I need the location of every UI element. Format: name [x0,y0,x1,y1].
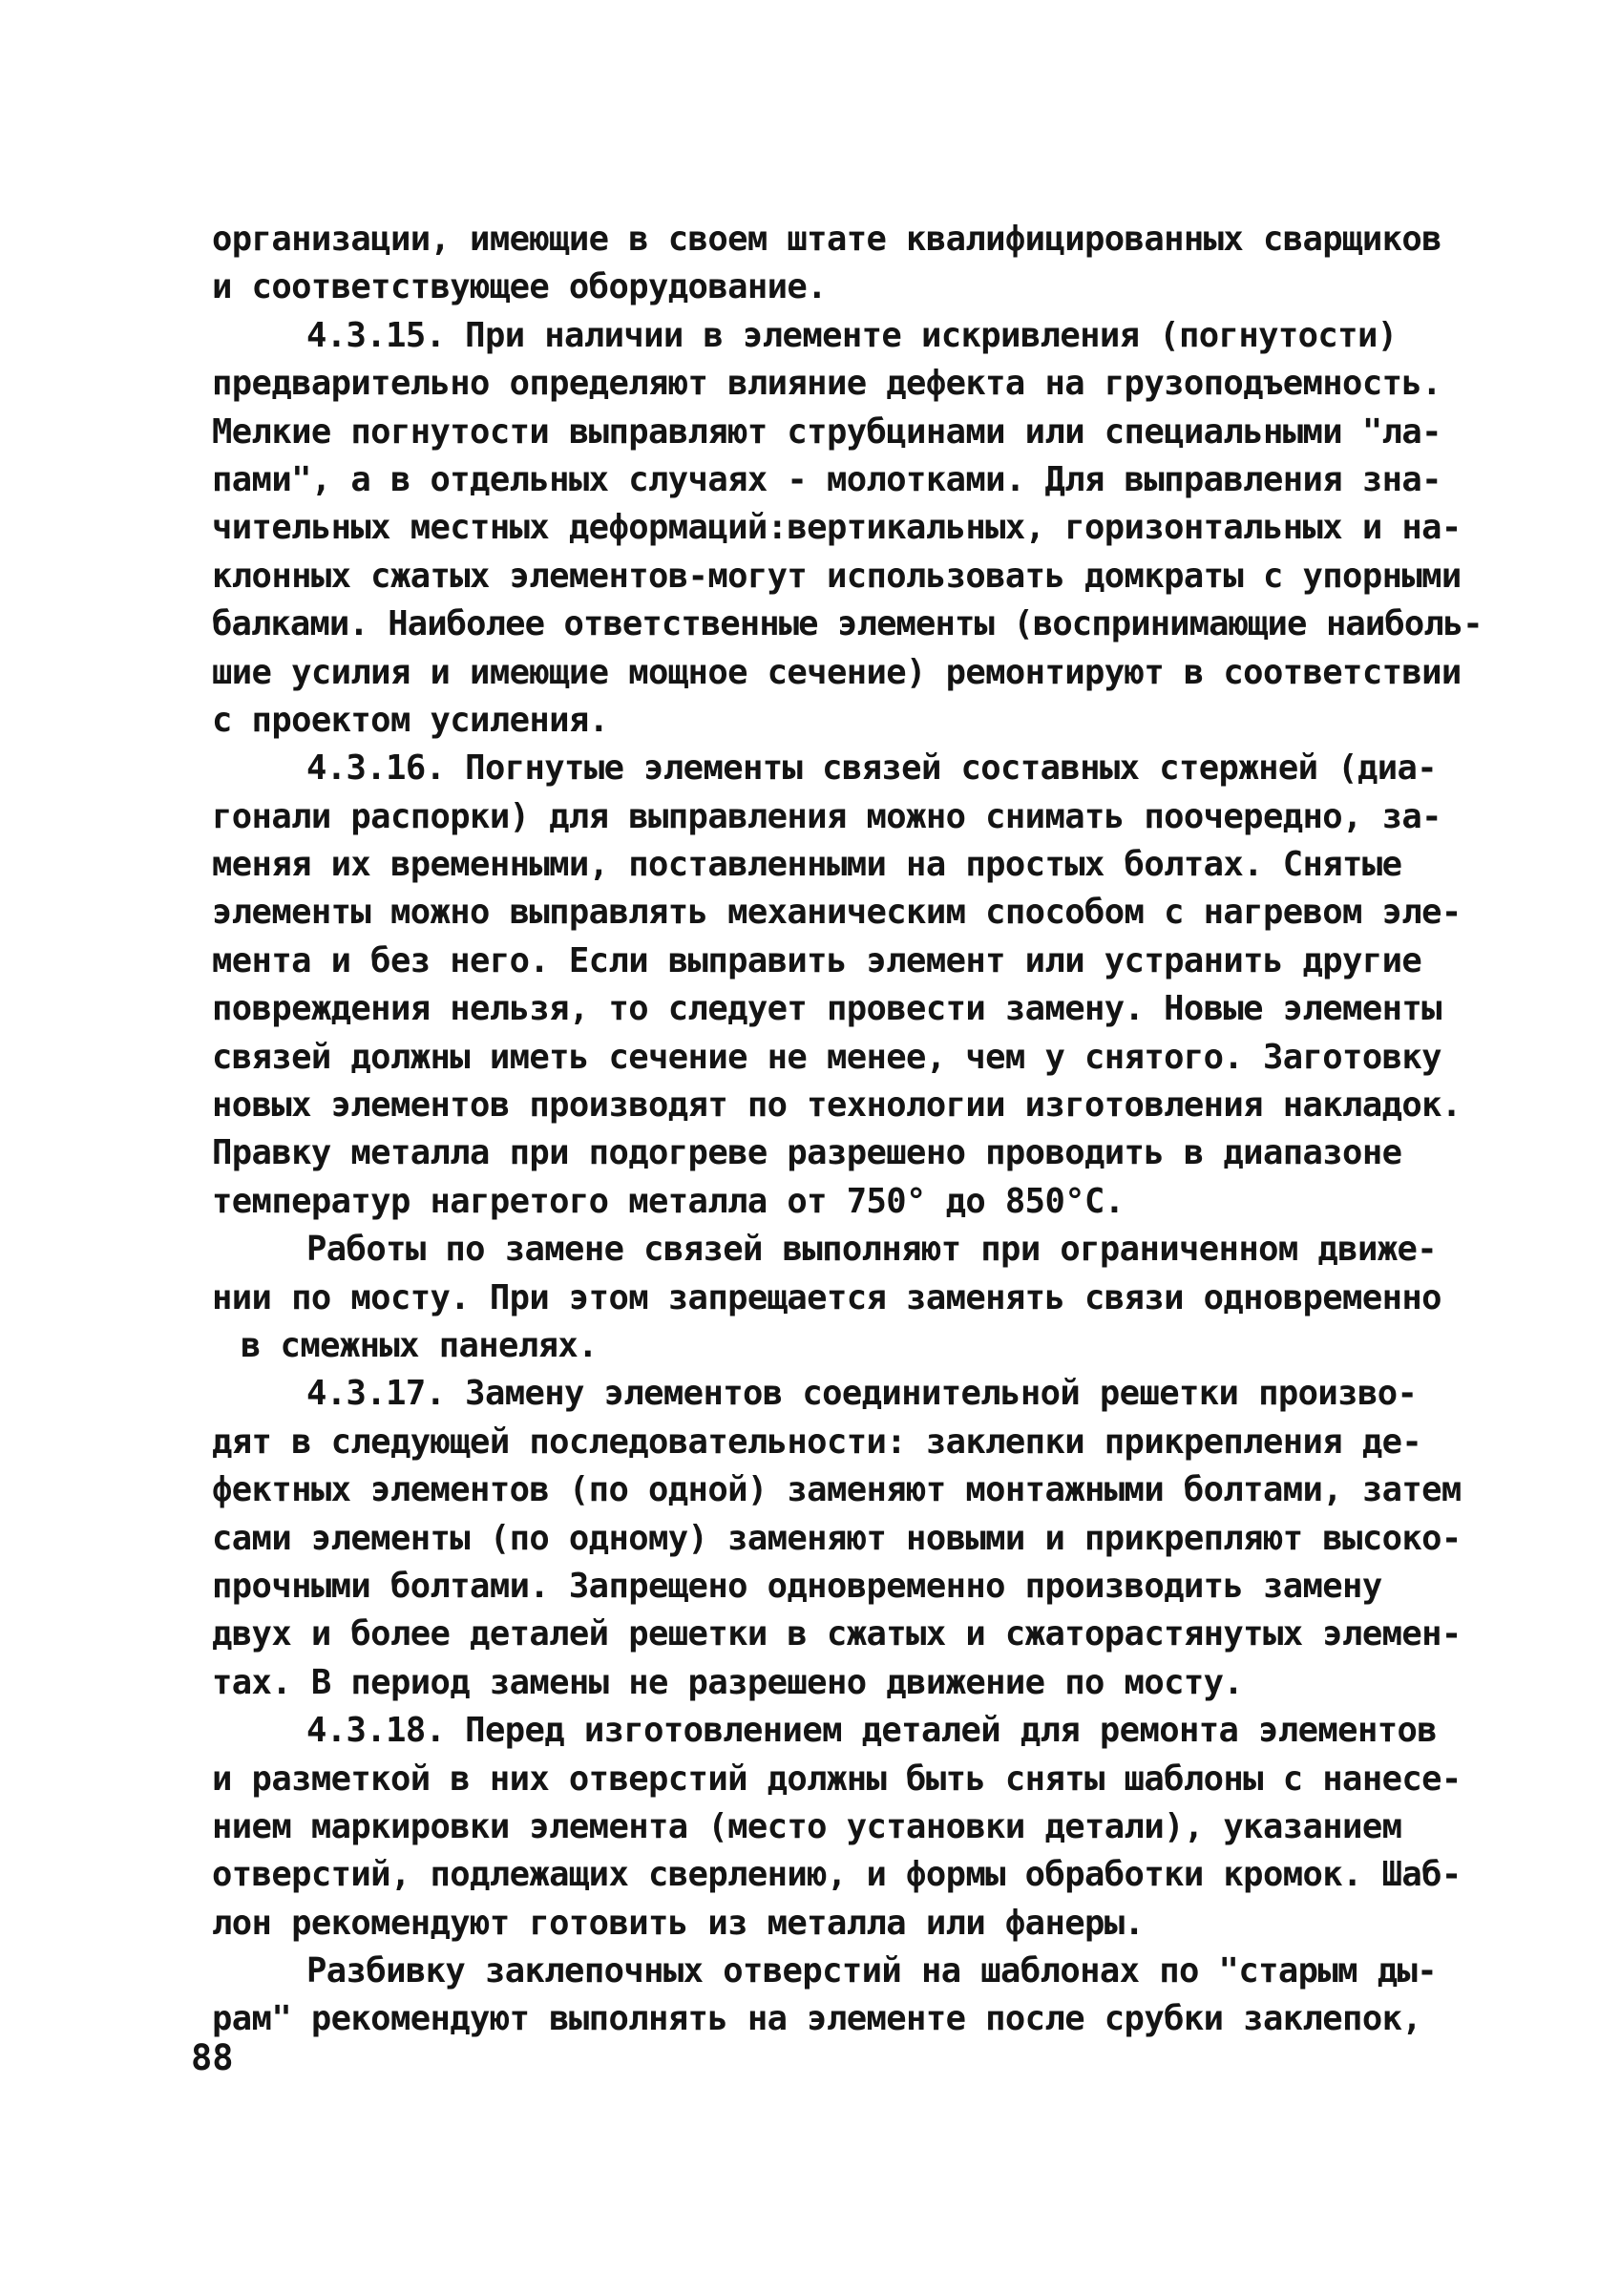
text-line: отверстий, подлежащих сверлению, и формы обработки кромок. Шаб- [212,1855,1462,1895]
section-heading-line: 4.3.17. Замену элементов соединительной решетки произво- [306,1374,1418,1414]
text-line: с проектом усиления. [212,700,609,740]
body-text [212,216,1483,2044]
paragraph-start-line: Разбивку заклепочных отверстий на шаблонах по "старым ды- [306,1951,1438,1991]
text-line: двух и более деталей решетки в сжатых и сжаторастянутых элемен- [212,1614,1462,1654]
text-line: Мелкие погнутости выправляют струбцинами или специальными "ла- [212,411,1441,452]
section-heading-line: 4.3.15. При наличии в элементе искривления (погнутости) [306,315,1398,355]
text-line: дят в следующей последовательности: заклепки прикрепления де- [212,1422,1422,1462]
text-line: Правку металла при подогреве разрешено проводить в диапазоне [212,1133,1402,1173]
text-line: нии по мосту. При этом запрещается заменять связи одновременно [212,1277,1441,1317]
text-line: связей должны иметь сечение не менее, чем у снятого. Заготовку [212,1037,1441,1077]
section-heading-line: 4.3.16. Погнутые элементы связей составных стержней (диа- [306,748,1438,789]
text-line: прочными болтами. Запрещено одновременно производить замену [212,1566,1382,1606]
page-number: 88 [191,2037,234,2078]
text-line: повреждения нельзя, то следует провести замену. Новые элементы [212,989,1441,1029]
text-line: мента и без него. Если выправить элемент или устранить другие [212,940,1422,980]
text-line: сами элементы (по одному) заменяют новыми и прикрепляют высоко- [212,1518,1462,1558]
text-line: пами", а в отдельных случаях - молотками. Для выправления зна- [212,459,1441,499]
text-line: балками. Наиболее ответственные элементы (воспринимающие наиболь- [212,604,1483,644]
text-line: в смежных панелях. [241,1325,598,1365]
paragraph-start-line: Работы по замене связей выполняют при ограниченном движе- [306,1230,1438,1270]
text-line: фектных элементов (по одной) заменяют монтажными болтами, затем [212,1470,1462,1510]
section-heading-line: 4.3.18. Перед изготовлением деталей для ремонта элементов [306,1711,1438,1751]
text-line: температур нагретого металла от 750° до 850°С. [212,1181,1125,1221]
text-line: нием маркировки элемента (место установки детали), указанием [212,1806,1402,1846]
text-line: гонали распорки) для выправления можно снимать поочередно, за- [212,796,1441,836]
text-line: организации, имеющие в своем штате квалифицированных сварщиков [212,220,1441,259]
text-line: и разметкой в них отверстий должны быть сняты шаблоны с нанесе- [212,1759,1462,1799]
text-line: клонных сжатых элементов-могут использовать домкраты с упорными [212,556,1462,596]
text-line: новых элементов производят по технологии изготовления накладок. [212,1085,1462,1126]
text-line: лон рекомендуют готовить из металла или фанеры. [212,1903,1145,1943]
text-line: тах. В период замены не разрешено движение по мосту. [212,1662,1244,1702]
text-line: элементы можно выправлять механическим способом с нагревом эле- [212,893,1462,933]
text-line: меняя их временными, поставленными на простых болтах. Снятые [212,845,1402,885]
text-line: шие усилия и имеющие мощное сечение) ремонтируют в соответствии [212,652,1462,692]
text-line: чительных местных деформаций:вертикальных, горизонтальных и на- [212,508,1462,548]
text-line: предварительно определяют влияние дефекта на грузоподъемность. [212,364,1441,404]
text-line: и соответствующее оборудование. [212,267,827,307]
text-line: рам" рекомендуют выполнять на элементе после срубки заклепок, [212,1999,1422,2039]
